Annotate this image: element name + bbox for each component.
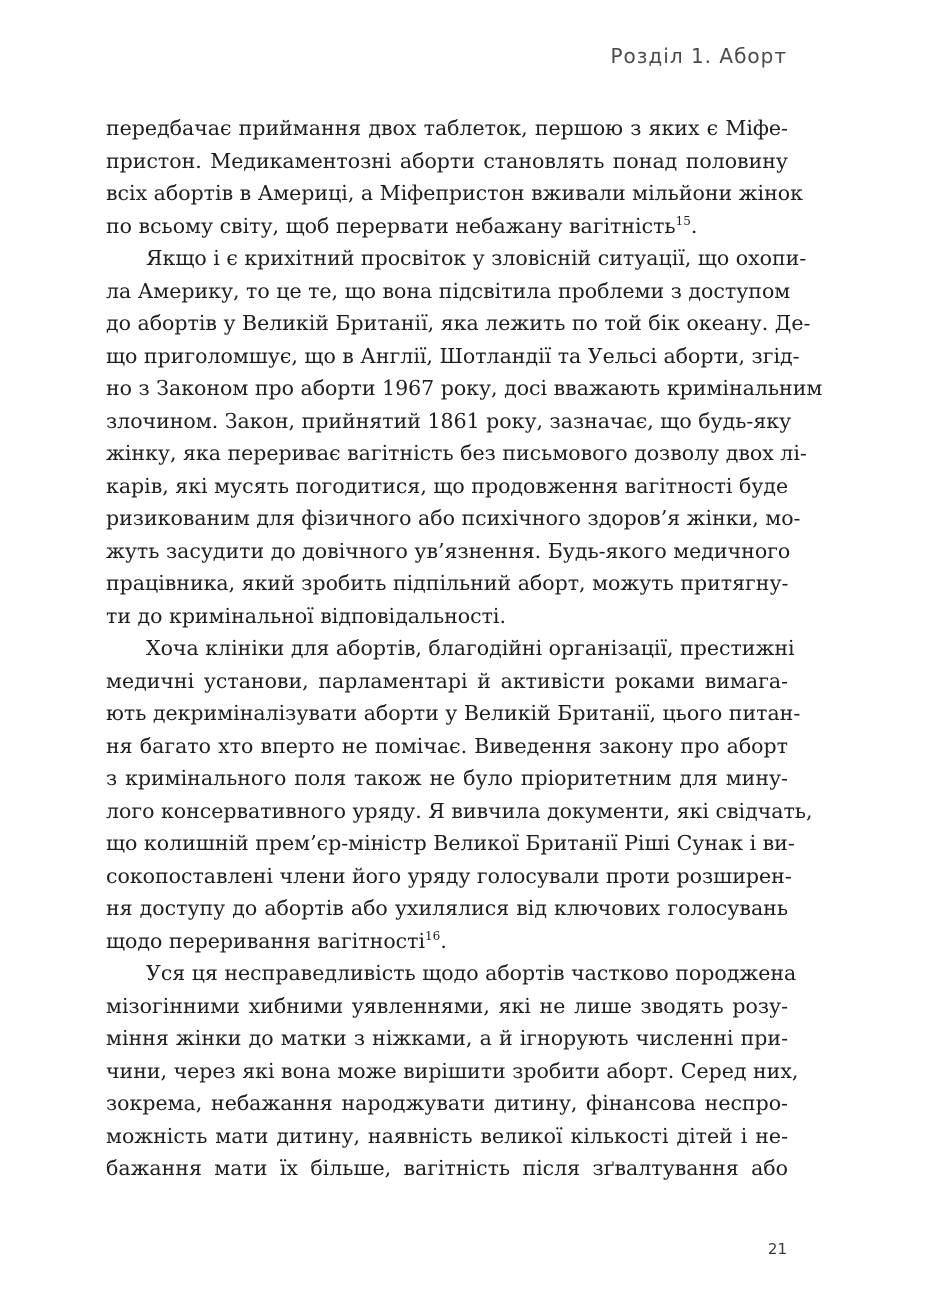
text-line: карів, які мусять погодитися, що продовження вагітності буде [106, 473, 789, 498]
text-line: що приголомшує, що в Англії, Шотландії та Уельсі аборти, згід- [106, 343, 800, 368]
text-line: мізогінними хибними уявленнями, які не лише зводять розу- [106, 993, 788, 1018]
text-line: ти до кримінальної відповідальності. [106, 603, 507, 628]
punctuation: . [690, 213, 698, 238]
text-line: злочином. Закон, прийнятий 1861 року, зазначає, що будь-яку [106, 408, 792, 433]
text-line: ла Америку, то це те, що вона підсвітила проблеми з доступом [106, 278, 791, 303]
footnote-reference[interactable]: 16 [425, 928, 441, 943]
text-line: можність мати дитину, наявність великої кількості дітей і не- [106, 1123, 788, 1148]
text-line: сокопоставлені члени його уряду голосували проти розширен- [106, 863, 792, 888]
text-line: що колишній прем’єр-міністр Великої Британії Ріші Сунак і ви- [106, 831, 795, 855]
text-line: чини, через які вона може вирішити зробити аборт. Серед них, [106, 1058, 799, 1083]
text-line: ризикованим для фізичного або психічного здоров’я жінки, мо- [106, 506, 801, 530]
text-line: з кримінального поля також не було пріоритетним для мину- [106, 766, 788, 790]
text-line: жінку, яка перериває вагітність без письмового дозволу двох лі- [106, 441, 807, 465]
paragraph [106, 957, 799, 1185]
text-line: медичні установи, парламентарі й активісти роками вимага- [106, 668, 788, 693]
text-line: зокрема, небажання народжувати дитину, фінансова неспро- [106, 1091, 788, 1115]
footnote-reference[interactable]: 15 [675, 213, 691, 228]
text-line: жуть засудити до довічного ув’язнення. Будь-якого медичного [106, 538, 791, 563]
text-line: но з Законом про аборти 1967 року, досі вважають кримінальним [106, 376, 823, 400]
text-line: ють декриміналізувати аборти у Великій Британії, цього питан- [106, 701, 801, 725]
paragraph [106, 632, 813, 957]
text-line: бажання мати їх більше, вагітність після зґвалтування або [106, 1156, 788, 1180]
page-number: 21 [767, 1240, 787, 1258]
text-line: ня доступу до абортів або ухилялися від ключових голосувань [106, 896, 788, 920]
text-line: пристон. Медикаментозні аборти становлять понад половину [106, 148, 788, 173]
text-line-content: по всьому світу, щоб перервати небажану вагітність [106, 213, 676, 238]
text-line: передбачає приймання двох таблеток, першою з яких є Міфе- [106, 116, 788, 140]
paragraph [106, 242, 823, 632]
text-line: працівника, який зробить підпільний аборт, можуть притягну- [106, 571, 789, 595]
text-line: міння жінки до матки з ніжками, а й ігнорують численні при- [106, 1026, 788, 1050]
text-line [106, 925, 788, 958]
text-line: Хоча клініки для абортів, благодійні організації, престижні [146, 636, 795, 660]
text-line: Уся ця несправедливість щодо абортів частково породжена [146, 961, 797, 985]
text-line: всіх абортів в Америці, а Міфепристон вживали мільйони жінок [106, 181, 803, 205]
text-line: до абортів у Великій Британії, яка лежить по той бік океану. Де- [106, 311, 811, 335]
text-line: ня багато хто вперто не помічає. Виведення закону про аборт [106, 733, 788, 758]
punctuation: . [440, 928, 447, 953]
body-text [106, 112, 823, 1185]
running-head: Розділ 1. Аборт [610, 44, 787, 68]
text-line: лого консервативного уряду. Я вивчила документи, які свідчать, [106, 798, 813, 823]
paragraph [106, 112, 803, 242]
text-line [106, 210, 788, 243]
text-line-content: щодо переривання вагітності [106, 928, 426, 953]
text-line: Якщо і є крихітний просвіток у зловісній ситуації, що охопи- [146, 246, 807, 270]
